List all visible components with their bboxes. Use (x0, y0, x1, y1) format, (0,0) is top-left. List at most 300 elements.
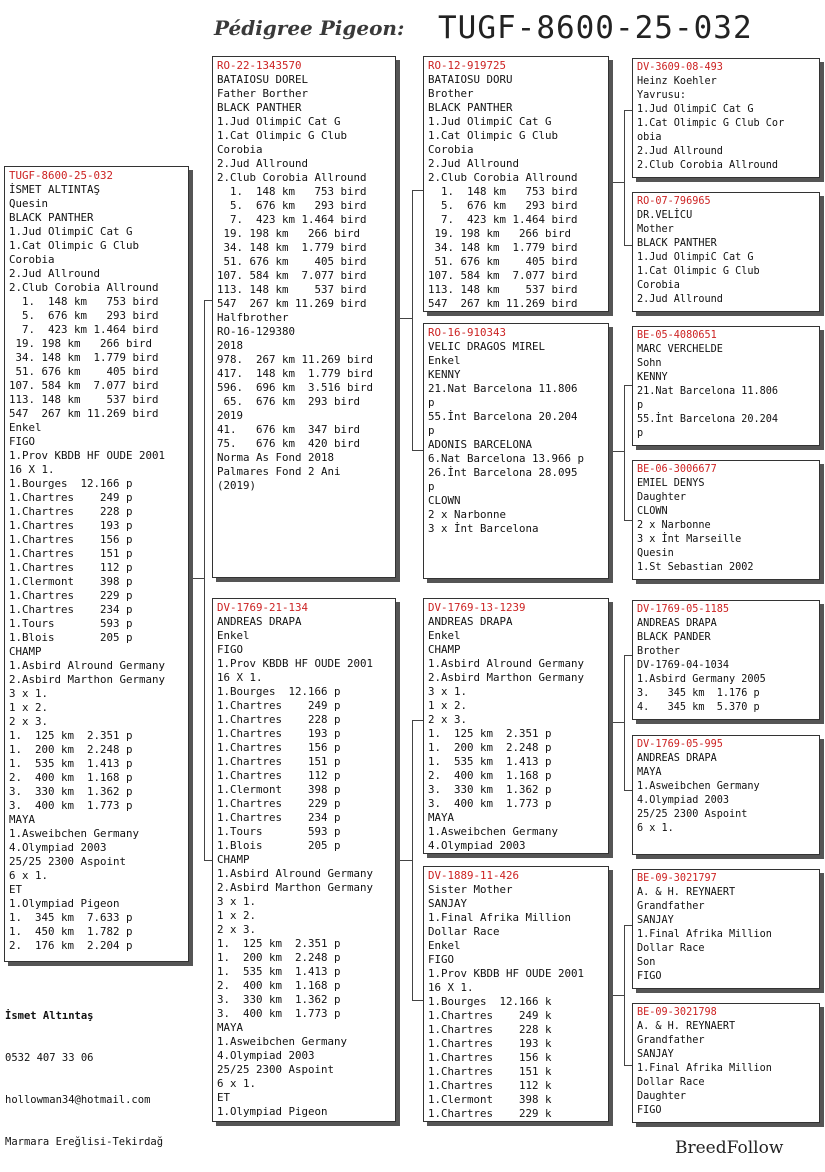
card-line: 3. 400 km 1.773 p (9, 799, 133, 812)
card-line: 1.Chartres 156 k (428, 1051, 552, 1064)
card-line: Mother (637, 224, 674, 235)
connector (412, 720, 413, 1000)
card-line: Father Borther (217, 87, 309, 100)
card-line: 51. 676 km 405 bird (9, 365, 159, 378)
card-line: FIGO (428, 953, 455, 966)
card-line: 2 x 3. (9, 715, 49, 728)
card-line: 1.Chartres 228 p (9, 505, 133, 518)
card-line: 1.St Sebastian 2002 (637, 562, 754, 573)
card-line: 1.Cat Olimpic G Club (9, 239, 140, 252)
ring-number: DV-1769-05-995 (637, 739, 723, 750)
connector (609, 451, 625, 452)
card-line: 1.Asbird Alround Germany (428, 657, 585, 670)
card-line: 2 x 3. (428, 713, 468, 726)
card-line: Dollar Race (637, 1077, 705, 1088)
card-line: 2019 (217, 409, 244, 422)
card-line: SANJAY (428, 897, 468, 910)
card-line: 113. 148 km 537 bird (428, 283, 578, 296)
card-line: 6 x 1. (9, 869, 49, 882)
card-line: 1.Bourges 12.166 p (9, 477, 133, 490)
card-line: MAYA (9, 813, 36, 826)
card-line: 1. 450 km 1.782 p (9, 925, 133, 938)
card-line: Heinz Koehler (637, 76, 717, 87)
card-line: 1.Jud OlimpiC Cat G (9, 225, 133, 238)
card-line: 3 x 1. (9, 687, 49, 700)
owner-phone: 0532 407 33 06 (5, 1052, 94, 1064)
mf-mother-card[interactable] (632, 735, 820, 855)
card-line: KENNY (637, 372, 668, 383)
card-line: 1.Jud OlimpiC Cat G (428, 115, 552, 128)
card-line: 1.Chartres 228 k (428, 1023, 552, 1036)
card-line: SANJAY (637, 915, 674, 926)
card-line: 19. 198 km 266 bird (217, 227, 361, 240)
ring-number: DV-3609-08-493 (637, 62, 723, 73)
card-line: 5. 676 km 293 bird (428, 199, 578, 212)
pedigree-label: Pédigree Pigeon: (214, 16, 405, 40)
connector (624, 385, 625, 520)
card-line: 16 X 1. (9, 463, 55, 476)
father-card[interactable] (212, 56, 396, 578)
card-line: 3. 330 km 1.362 p (217, 993, 341, 1006)
card-line: 16 X 1. (217, 671, 263, 684)
card-line: 107. 584 km 7.077 bird (9, 379, 159, 392)
card-line: Grandfather (637, 901, 705, 912)
card-line: MARC VERCHELDE (637, 344, 723, 355)
card-line: CHAMP (428, 643, 461, 656)
card-line: MAYA (428, 811, 455, 824)
card-line: 1.Asbird Alround Germany (9, 659, 166, 672)
connector (609, 182, 625, 183)
card-line: 1. 148 km 753 bird (9, 295, 159, 308)
ff-father-card[interactable] (632, 58, 820, 178)
card-line: p (428, 396, 435, 409)
card-line: 1.Chartres 151 p (217, 755, 341, 768)
card-line: ANDREAS DRAPA (637, 753, 717, 764)
subject-ring-title: TUGF-8600-25-032 (438, 10, 753, 46)
card-line: 596. 696 km 3.516 bird (217, 381, 374, 394)
card-line: 1.Final Afrika Million (428, 911, 572, 924)
card-line: 1.Cat Olimpic G Club (637, 266, 760, 277)
card-line: A. & H. REYNAERT (637, 887, 736, 898)
card-line: 1.Final Afrika Million (637, 1063, 772, 1074)
card-line: 1.Clermont 398 k (428, 1093, 552, 1106)
card-line: 6 x 1. (637, 823, 674, 834)
card-line: 1.Bourges 12.166 p (217, 685, 341, 698)
card-line: 2.Jud Allround (637, 146, 723, 157)
card-line: (2019) (217, 479, 257, 492)
card-line: 4.Olympiad 2003 (428, 839, 526, 852)
card-line: 1.Jud OlimpiC Cat G (637, 104, 754, 115)
ring-number: RO-16-910343 (428, 326, 507, 339)
card-line: 113. 148 km 537 bird (9, 393, 159, 406)
card-lines (637, 329, 815, 441)
card-line: 75. 676 km 420 bird (217, 437, 361, 450)
card-line: 107. 584 km 7.077 bird (428, 269, 578, 282)
card-line: p (428, 480, 435, 493)
card-line: 51. 676 km 405 bird (217, 255, 367, 268)
card-line: 3. 400 km 1.773 p (428, 797, 552, 810)
card-line: 1. 200 km 2.248 p (217, 951, 341, 964)
card-line: 26.İnt Barcelona 28.095 (428, 466, 578, 479)
card-line: 1. 200 km 2.248 p (9, 743, 133, 756)
card-line: 21.Nat Barcelona 11.806 (428, 382, 578, 395)
card-line: 34. 148 km 1.779 bird (9, 351, 159, 364)
card-line: 1.Asbird Germany 2005 (637, 674, 766, 685)
card-line: Sister Mother (428, 883, 513, 896)
card-line: 2 x 3. (217, 923, 257, 936)
mother-card[interactable] (212, 598, 396, 1122)
card-line: Enkel (428, 939, 461, 952)
card-line: 1.Cat Olimpic G Club (217, 129, 348, 142)
connector (396, 318, 413, 319)
card-line: 417. 148 km 1.779 bird (217, 367, 374, 380)
card-line: 3 x 1. (428, 685, 468, 698)
ring-number: DV-1889-11-426 (428, 869, 520, 882)
card-line: 2.Club Corobia Allround (637, 160, 779, 171)
card-line: 25/25 2300 Aspoint (217, 1063, 335, 1076)
card-line: Enkel (428, 354, 461, 367)
card-line: 55.İnt Barcelona 20.204 (428, 410, 578, 423)
card-line: 3. 400 km 1.773 p (217, 1007, 341, 1020)
connector (609, 722, 625, 723)
owner-email: hollowman34@hotmail.com (5, 1094, 151, 1106)
card-line: 1.Blois 205 p (217, 839, 341, 852)
owner-contact (5, 981, 163, 1163)
card-line: 1.Olympiad Pigeon (9, 897, 120, 910)
ring-number: DV-1769-21-134 (217, 601, 309, 614)
card-line: ANDREAS DRAPA (637, 618, 717, 629)
card-line: 1. 125 km 2.351 p (217, 937, 341, 950)
card-line: Daughter (637, 1091, 687, 1102)
card-lines (428, 326, 604, 536)
card-line: 6.Nat Barcelona 13.966 p (428, 452, 585, 465)
card-line: CHAMP (9, 645, 42, 658)
card-line: 34. 148 km 1.779 bird (428, 241, 578, 254)
card-line: 4.Olympiad 2003 (9, 841, 107, 854)
card-line: Palmares Fond 2 Ani (217, 465, 341, 478)
fm-mother-card[interactable] (632, 460, 820, 580)
card-line: ADONIS BARCELONA (428, 438, 533, 451)
card-line: 1. 125 km 2.351 p (428, 727, 552, 740)
card-line: 7. 423 km 1.464 bird (428, 213, 578, 226)
mm-father-card[interactable] (632, 869, 820, 989)
mm-mother-card[interactable] (632, 1003, 820, 1123)
card-line: 1.Cat Olimpic G Club Cor (637, 118, 785, 129)
card-line: p (428, 424, 435, 437)
card-line: BLACK PANTHER (428, 101, 513, 114)
card-line: 19. 198 km 266 bird (428, 227, 572, 240)
card-line: VELIC DRAGOS MIREL (428, 340, 546, 353)
card-line: 1.Olympiad Pigeon (217, 1105, 328, 1118)
card-line: 7. 423 km 1.464 bird (9, 323, 159, 336)
card-line: obia (637, 132, 662, 143)
card-line: 1.Blois 205 p (9, 631, 133, 644)
card-line: FIGO (217, 643, 244, 656)
card-lines (428, 869, 604, 1121)
card-line: 25/25 2300 Aspoint (9, 855, 127, 868)
ring-number: BE-05-4080651 (637, 330, 717, 341)
ring-number: RO-07-796965 (637, 196, 711, 207)
card-lines (637, 603, 815, 715)
card-line: 1.Asweibchen Germany (9, 827, 140, 840)
card-line: 1. 200 km 2.248 p (428, 741, 552, 754)
card-line: 21.Nat Barcelona 11.806 (637, 386, 779, 397)
card-line: 4.Olympiad 2003 (217, 1049, 315, 1062)
card-line: CLOWN (637, 506, 668, 517)
card-line: 2.Club Corobia Allround (217, 171, 367, 184)
card-line: 7. 423 km 1.464 bird (217, 213, 367, 226)
card-line: 547 267 km 11.269 bird (217, 297, 367, 310)
card-line: 1.Chartres 112 p (217, 769, 341, 782)
connector (204, 300, 205, 860)
card-line: 3. 345 km 1.176 p (637, 688, 760, 699)
connector (396, 860, 413, 861)
card-lines (217, 601, 391, 1119)
card-line: 1.Clermont 398 p (9, 575, 133, 588)
card-line: 547 267 km 11.269 bird (428, 297, 578, 310)
card-line: 1.Tours 593 p (9, 617, 133, 630)
card-line: RO-16-129380 (217, 325, 296, 338)
ring-number: BE-06-3006677 (637, 464, 717, 475)
subject-card[interactable] (4, 166, 189, 962)
card-line: MAYA (637, 767, 662, 778)
connector (609, 995, 625, 996)
card-line: A. & H. REYNAERT (637, 1021, 736, 1032)
card-line: 4. 345 km 5.370 p (637, 702, 760, 713)
card-lines (9, 169, 184, 953)
card-line: BATAIOSU DORU (428, 73, 513, 86)
card-line: 1.Asweibchen Germany (428, 825, 559, 838)
ring-number: RO-12-919725 (428, 59, 507, 72)
card-line: 1.Jud OlimpiC Cat G (637, 252, 754, 263)
mother-mother-card[interactable] (423, 866, 609, 1122)
card-line: SANJAY (637, 1049, 674, 1060)
card-line: EMIEL DENYS (637, 478, 705, 489)
card-line: Enkel (217, 629, 250, 642)
card-line: 1 x 2. (428, 699, 468, 712)
connector (412, 190, 413, 450)
owner-name: İsmet Altıntaş (5, 1010, 94, 1022)
connector (624, 925, 625, 1065)
card-lines (428, 59, 604, 311)
card-line: BLACK PANTHER (637, 238, 717, 249)
card-line: 5. 676 km 293 bird (217, 199, 367, 212)
card-line: 113. 148 km 537 bird (217, 283, 367, 296)
card-line: 2.Jud Allround (428, 157, 520, 170)
card-line: p (637, 400, 644, 411)
card-line: 6 x 1. (217, 1077, 257, 1090)
card-line: 1.Chartres 151 p (9, 547, 133, 560)
card-line: 1.Chartres 156 p (217, 741, 341, 754)
card-line: 1 x 2. (217, 909, 257, 922)
ff-mother-card[interactable] (632, 192, 820, 312)
mother-father-card[interactable] (423, 598, 609, 854)
card-line: ET (9, 883, 23, 896)
card-line: 3 x 1. (217, 895, 257, 908)
card-line: 3. 330 km 1.362 p (428, 783, 552, 796)
card-line: Corobia (9, 253, 55, 266)
card-line: 1.Chartres 228 p (217, 713, 341, 726)
ring-number: DV-1769-05-1185 (637, 604, 730, 615)
card-line: 41. 676 km 347 bird (217, 423, 361, 436)
ring-number: BE-09-3021798 (637, 1007, 717, 1018)
card-line: 1.Chartres 249 k (428, 1009, 552, 1022)
card-line: ET (217, 1091, 231, 1104)
card-line: Norma As Fond 2018 (217, 451, 335, 464)
card-line: 1.Tours 593 p (217, 825, 341, 838)
card-line: Enkel (428, 629, 461, 642)
card-line: Dollar Race (637, 943, 705, 954)
card-line: 2. 400 km 1.168 p (217, 979, 341, 992)
brand-logo-text: BreedFollow (675, 1138, 784, 1158)
card-line: 107. 584 km 7.077 bird (217, 269, 367, 282)
card-line: 2 x Narbonne (428, 508, 507, 521)
card-line: BLACK PANTHER (217, 101, 302, 114)
card-line: Dollar Race (428, 925, 500, 938)
card-lines (637, 738, 815, 836)
card-line: 1.Chartres 234 p (217, 811, 341, 824)
card-line: BLACK PANTHER (9, 211, 94, 224)
card-line: 1.Chartres 249 p (217, 699, 341, 712)
card-line: MAYA (217, 1021, 244, 1034)
card-line: Brother (637, 646, 680, 657)
card-line: 1.Chartres 193 p (217, 727, 341, 740)
card-line: 1.Asweibchen Germany (217, 1035, 348, 1048)
ring-number: TUGF-8600-25-032 (9, 169, 114, 182)
card-line: 1.Chartres 112 p (9, 561, 133, 574)
card-line: 1. 535 km 1.413 p (9, 757, 133, 770)
card-line: Halfbrother (217, 311, 289, 324)
card-line: 2.Jud Allround (217, 157, 309, 170)
card-line: 1. 125 km 2.351 p (9, 729, 133, 742)
card-line: BATAIOSU DOREL (217, 73, 309, 86)
owner-city: Marmara Ereğlisi-Tekirdağ (5, 1136, 164, 1148)
card-line: 1.Chartres 229 k (428, 1107, 552, 1120)
card-line: 1. 345 km 7.633 p (9, 911, 133, 924)
fm-father-card[interactable] (632, 326, 820, 446)
card-line: 1.Clermont 398 p (217, 783, 341, 796)
card-line: 2.Jud Allround (637, 294, 723, 305)
card-line: p (637, 428, 644, 439)
card-line: 1.Jud OlimpiC Cat G (217, 115, 341, 128)
card-lines (637, 872, 815, 984)
card-line: 1.Chartres 249 p (9, 491, 133, 504)
card-line: 25/25 2300 Aspoint (637, 809, 748, 820)
card-line: 2.Asbird Marthon Germany (428, 671, 585, 684)
ring-number: RO-22-1343570 (217, 59, 302, 72)
card-line: 1.Chartres 193 k (428, 1037, 552, 1050)
card-line: Daughter (637, 492, 687, 503)
card-line: 2.Jud Allround (9, 267, 101, 280)
card-line: Yavrusu: (637, 90, 687, 101)
card-lines (637, 1006, 815, 1118)
card-line: 1.Bourges 12.166 k (428, 995, 552, 1008)
card-line: 2.Asbird Marthon Germany (217, 881, 374, 894)
card-line: 1.Prov KBDB HF OUDE 2001 (428, 967, 585, 980)
card-line: Quesin (9, 197, 49, 210)
connector (624, 110, 625, 245)
card-line: 3. 330 km 1.362 p (9, 785, 133, 798)
card-line: 4.Olympiad 2003 (637, 795, 730, 806)
card-line: 19. 198 km 266 bird (9, 337, 153, 350)
card-line: Corobia (637, 280, 680, 291)
card-line: 65. 676 km 293 bird (217, 395, 361, 408)
card-line: 1.Final Afrika Million (637, 929, 772, 940)
card-line: 34. 148 km 1.779 bird (217, 241, 367, 254)
card-line: 51. 676 km 405 bird (428, 255, 578, 268)
card-line: 2. 400 km 1.168 p (428, 769, 552, 782)
connector (189, 578, 205, 579)
card-line: 1. 148 km 753 bird (428, 185, 578, 198)
father-mother-card[interactable] (423, 323, 609, 579)
card-line: 1.Asweibchen Germany (637, 781, 760, 792)
card-line: 1.Chartres 193 p (9, 519, 133, 532)
card-line: 1.Chartres 229 p (9, 589, 133, 602)
card-line: 547 267 km 11.269 bird (9, 407, 159, 420)
card-line: DV-1769-04-1034 (637, 660, 730, 671)
card-line: 1.Chartres 151 k (428, 1065, 552, 1078)
card-line: FIGO (637, 1105, 662, 1116)
card-line: Enkel (9, 421, 42, 434)
card-line: 2.Asbird Marthon Germany (9, 673, 166, 686)
ring-number: BE-09-3021797 (637, 873, 717, 884)
card-line: 3 x İnt Marseille (637, 534, 742, 545)
card-line: Quesin (637, 548, 674, 559)
card-line: 2. 400 km 1.168 p (9, 771, 133, 784)
card-line: ANDREAS DRAPA (217, 615, 302, 628)
card-lines (217, 59, 391, 493)
card-line: Corobia (428, 143, 474, 156)
card-line: 3 x İnt Barcelona (428, 522, 539, 535)
card-line: 5. 676 km 293 bird (9, 309, 159, 322)
card-lines (428, 601, 604, 853)
card-line: 1.Chartres 156 p (9, 533, 133, 546)
card-line: CLOWN (428, 494, 461, 507)
card-line: 1.Prov KBDB HF OUDE 2001 (9, 449, 166, 462)
card-line: Brother (428, 87, 474, 100)
connector (624, 655, 625, 790)
card-line: 2.Club Corobia Allround (428, 171, 578, 184)
card-line: 2018 (217, 339, 244, 352)
card-line: Sohn (637, 358, 662, 369)
card-lines (637, 195, 815, 307)
card-line: 1.Cat Olimpic G Club (428, 129, 559, 142)
card-line: 1. 148 km 753 bird (217, 185, 367, 198)
card-line: 1.Prov KBDB HF OUDE 2001 (217, 657, 374, 670)
card-line: BLACK PANDER (637, 632, 711, 643)
card-line: 2.Club Corobia Allround (9, 281, 159, 294)
card-line: 1.Chartres 234 p (9, 603, 133, 616)
card-lines (637, 463, 815, 575)
card-line: 1. 535 km 1.413 p (428, 755, 552, 768)
mf-father-card[interactable] (632, 600, 820, 720)
card-line: CHAMP (217, 853, 250, 866)
card-line: DR.VELİCU (637, 210, 693, 221)
card-line: 1. 535 km 1.413 p (217, 965, 341, 978)
card-line: Corobia (217, 143, 263, 156)
card-line: 978. 267 km 11.269 bird (217, 353, 374, 366)
father-father-card[interactable] (423, 56, 609, 312)
card-line: 1 x 2. (9, 701, 49, 714)
card-line: 1.Chartres 229 p (217, 797, 341, 810)
card-line: 16 X 1. (428, 981, 474, 994)
card-line: FIGO (637, 971, 662, 982)
card-line: Grandfather (637, 1035, 705, 1046)
card-lines (637, 61, 815, 173)
card-line: KENNY (428, 368, 461, 381)
card-line: 1.Chartres 112 k (428, 1079, 552, 1092)
card-line: 1.Asbird Alround Germany (217, 867, 374, 880)
